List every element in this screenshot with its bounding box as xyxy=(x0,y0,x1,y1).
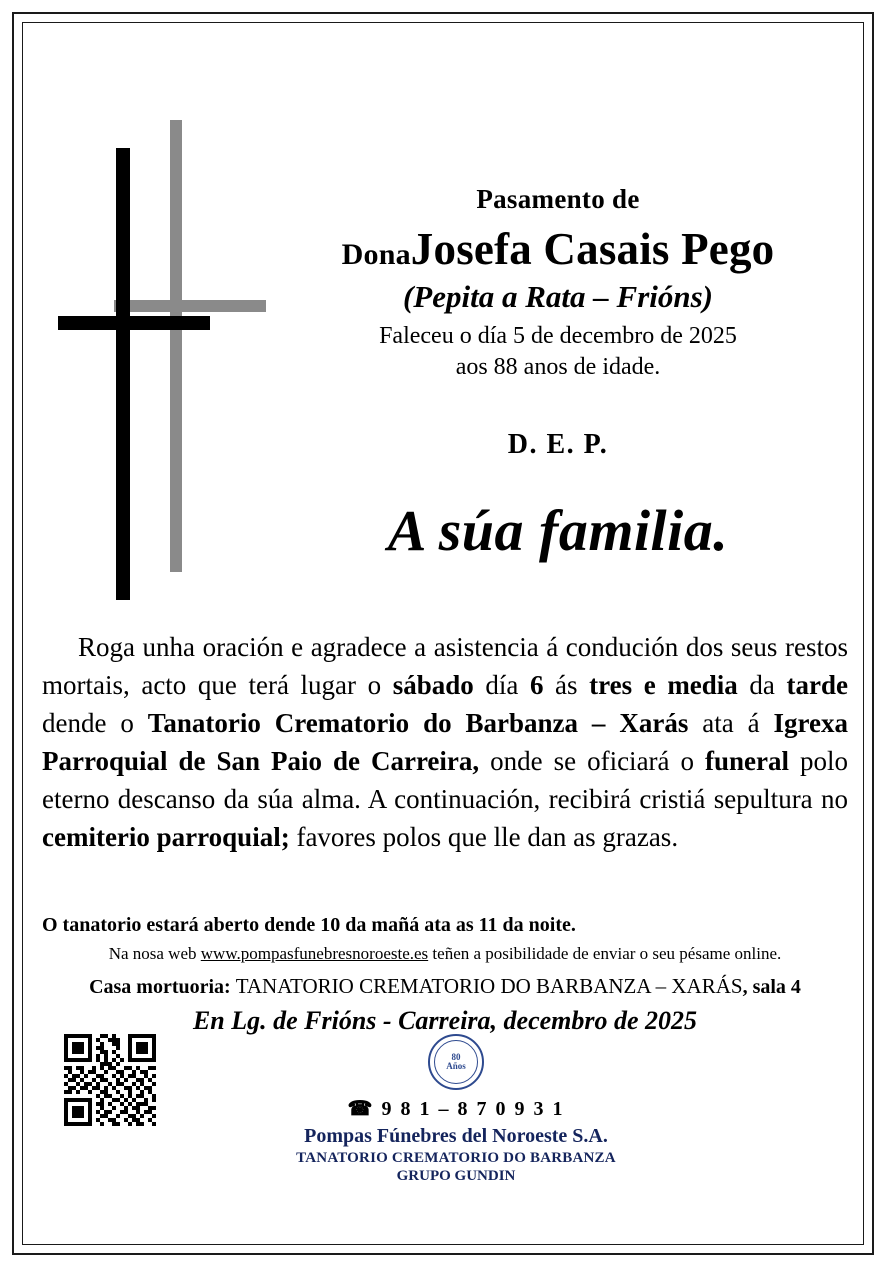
casa-room: , sala 4 xyxy=(742,976,801,998)
body-bold-tarde: tarde xyxy=(786,670,848,700)
web-prefix: Na nosa web xyxy=(108,944,201,963)
body-part-3: ás xyxy=(543,670,590,700)
deceased-name-line xyxy=(266,223,850,275)
deceased-alias: (Pepita a Rata – Frións) xyxy=(402,279,713,314)
web-suffix: teñen a posibilidade de enviar o seu pésame online. xyxy=(428,944,782,963)
company-line-3: GRUPO GUNDIN xyxy=(396,1168,516,1184)
footer-block xyxy=(196,1034,716,1185)
card-content xyxy=(36,34,850,1233)
body-part-4: da xyxy=(737,670,787,700)
body-bold-funeral: funeral xyxy=(705,746,789,776)
notice-body xyxy=(42,628,848,856)
cross-grey-vertical xyxy=(170,120,182,572)
body-part-7: onde se oficiará o xyxy=(479,746,705,776)
body-part-8: polo eterno descanso da súa alma. A continuación, recibirá cristiá sepultura no xyxy=(42,746,848,814)
company-line-2: TANATORIO CREMATORIO DO BARBANZA xyxy=(296,1150,616,1166)
body-part-6: ata á xyxy=(688,708,774,738)
body-bold-cemiterio: cemiterio parroquial; xyxy=(42,822,290,852)
web-line xyxy=(42,944,848,964)
header-block xyxy=(266,184,850,564)
casa-mortuoria-line xyxy=(42,974,848,999)
casa-label: Casa mortuoria: xyxy=(89,976,231,998)
body-part-2: día xyxy=(473,670,530,700)
qr-code-icon xyxy=(64,1034,156,1126)
body-bold-sabado: sábado xyxy=(392,670,474,700)
casa-value: TANATORIO CREMATORIO DO BARBANZA – XARÁS xyxy=(235,974,743,998)
company-name: Pompas Fúnebres del Noroeste S.A. xyxy=(304,1125,608,1147)
body-part-1: Roga unha oración e agradece a asistencia á condución dos seus restos mortais, acto que terá lugar o xyxy=(42,632,848,700)
cross-icon xyxy=(54,120,264,590)
seal-years-label: Años xyxy=(446,1061,466,1071)
place-date-line: En Lg. de Frións - Carreira, decembro de 2025 xyxy=(192,1006,698,1035)
body-bold-day: 6 xyxy=(529,670,544,700)
body-bold-igrexa: Igrexa Parroquial de San Paio de Carreira, xyxy=(42,708,849,776)
body-bold-time: tres e media xyxy=(589,670,738,700)
tanatorio-hours: O tanatorio estará aberto dende 10 da mañá ata as 11 da noite. xyxy=(42,914,576,936)
website-link[interactable]: www.pompasfunebresnoroeste.es xyxy=(200,944,429,963)
title-prefix: Dona xyxy=(341,238,411,271)
cross-black-vertical xyxy=(116,148,130,600)
anniversary-seal-icon xyxy=(428,1034,484,1090)
death-date-line: Faleceu o día 5 de decembro de 2025 xyxy=(379,323,737,349)
body-bold-tanatorio: Tanatorio Crematorio do Barbanza – Xarás xyxy=(147,708,689,738)
deceased-name: Josefa Casais Pego xyxy=(410,224,775,274)
age-line: aos 88 anos de idade. xyxy=(455,354,661,380)
cross-black-horizontal xyxy=(58,316,210,330)
cross-grey-horizontal xyxy=(114,300,266,312)
pasamento-label: Pasamento de xyxy=(476,184,640,214)
body-part-5: dende o xyxy=(42,708,148,738)
seal-years-number: 80 xyxy=(451,1051,461,1062)
phone-number: ☎ 9 8 1 – 8 7 0 9 3 1 xyxy=(347,1098,565,1120)
dep-label: D. E. P. xyxy=(507,429,609,460)
body-part-9: favores polos que lle dan as grazas. xyxy=(289,822,679,852)
family-line: A súa familia. xyxy=(387,498,729,563)
